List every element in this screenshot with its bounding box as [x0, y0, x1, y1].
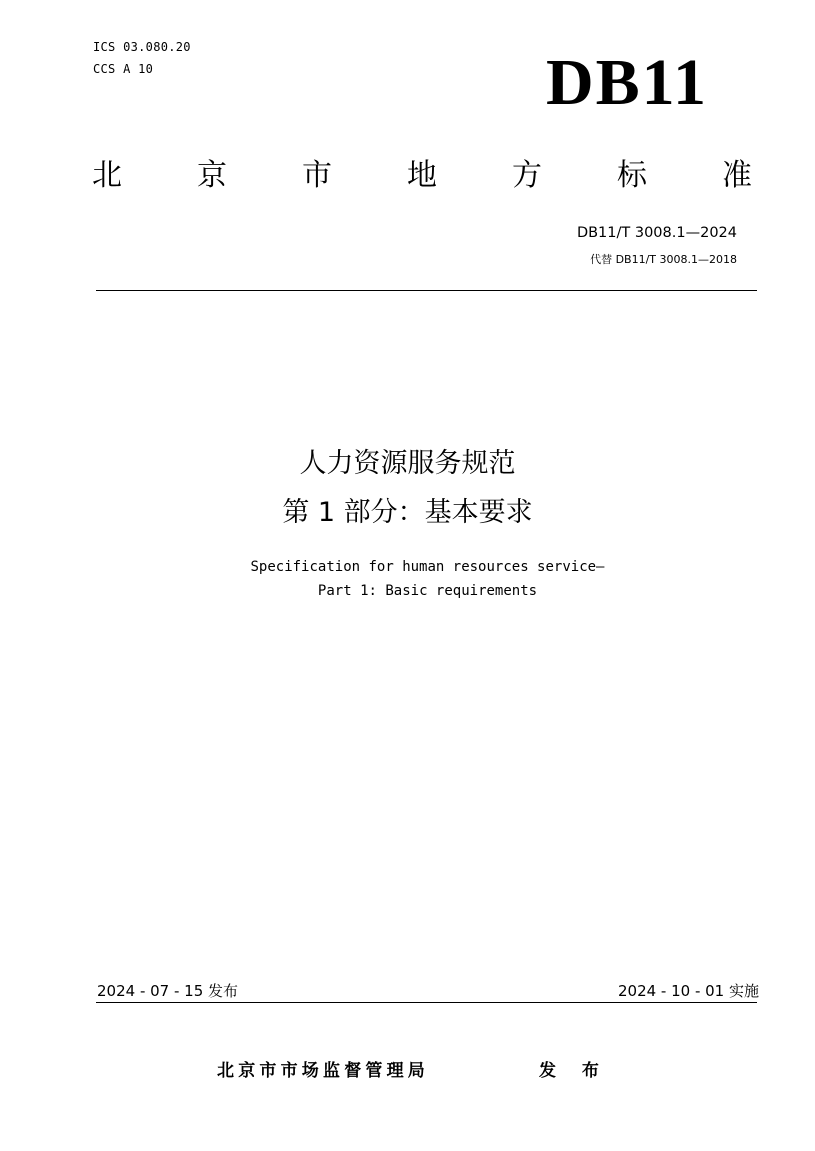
- standard-type-char: 地: [407, 158, 437, 193]
- standard-number: DB11/T 3008.1—2024: [576, 225, 737, 241]
- ccs-code: CCS A 10: [93, 62, 154, 76]
- bottom-divider: [96, 1002, 757, 1003]
- standard-type-char: 准: [722, 158, 752, 193]
- standard-type-char: 方: [512, 158, 542, 193]
- title-cn-line2: 第 1 部分：基本要求: [282, 497, 533, 528]
- publish-date: 2024 - 07 - 15 发布: [97, 982, 239, 1000]
- standard-logo: DB11: [545, 46, 708, 119]
- replaces-standard: 代替 DB11/T 3008.1—2018: [590, 253, 737, 266]
- standard-type-char: 北: [92, 158, 122, 193]
- ics-code: ICS 03.080.20: [93, 40, 191, 54]
- issuer-name: 北京市市场监督管理局: [217, 1061, 429, 1081]
- standard-type-char: 京: [197, 158, 227, 193]
- standard-type-char: 市: [302, 158, 332, 193]
- title-en-line1: Specification for human resources service—: [250, 559, 605, 575]
- standard-type-heading: [92, 156, 752, 196]
- top-divider: [96, 290, 757, 291]
- standard-type-char: 标: [617, 158, 647, 193]
- title-en-line2: Part 1: Basic requirements: [317, 583, 538, 599]
- implement-date: 2024 - 10 - 01 实施: [617, 982, 759, 1000]
- title-cn-line1: 人力资源服务规范: [299, 448, 516, 479]
- issue-label: 发 布: [539, 1061, 609, 1081]
